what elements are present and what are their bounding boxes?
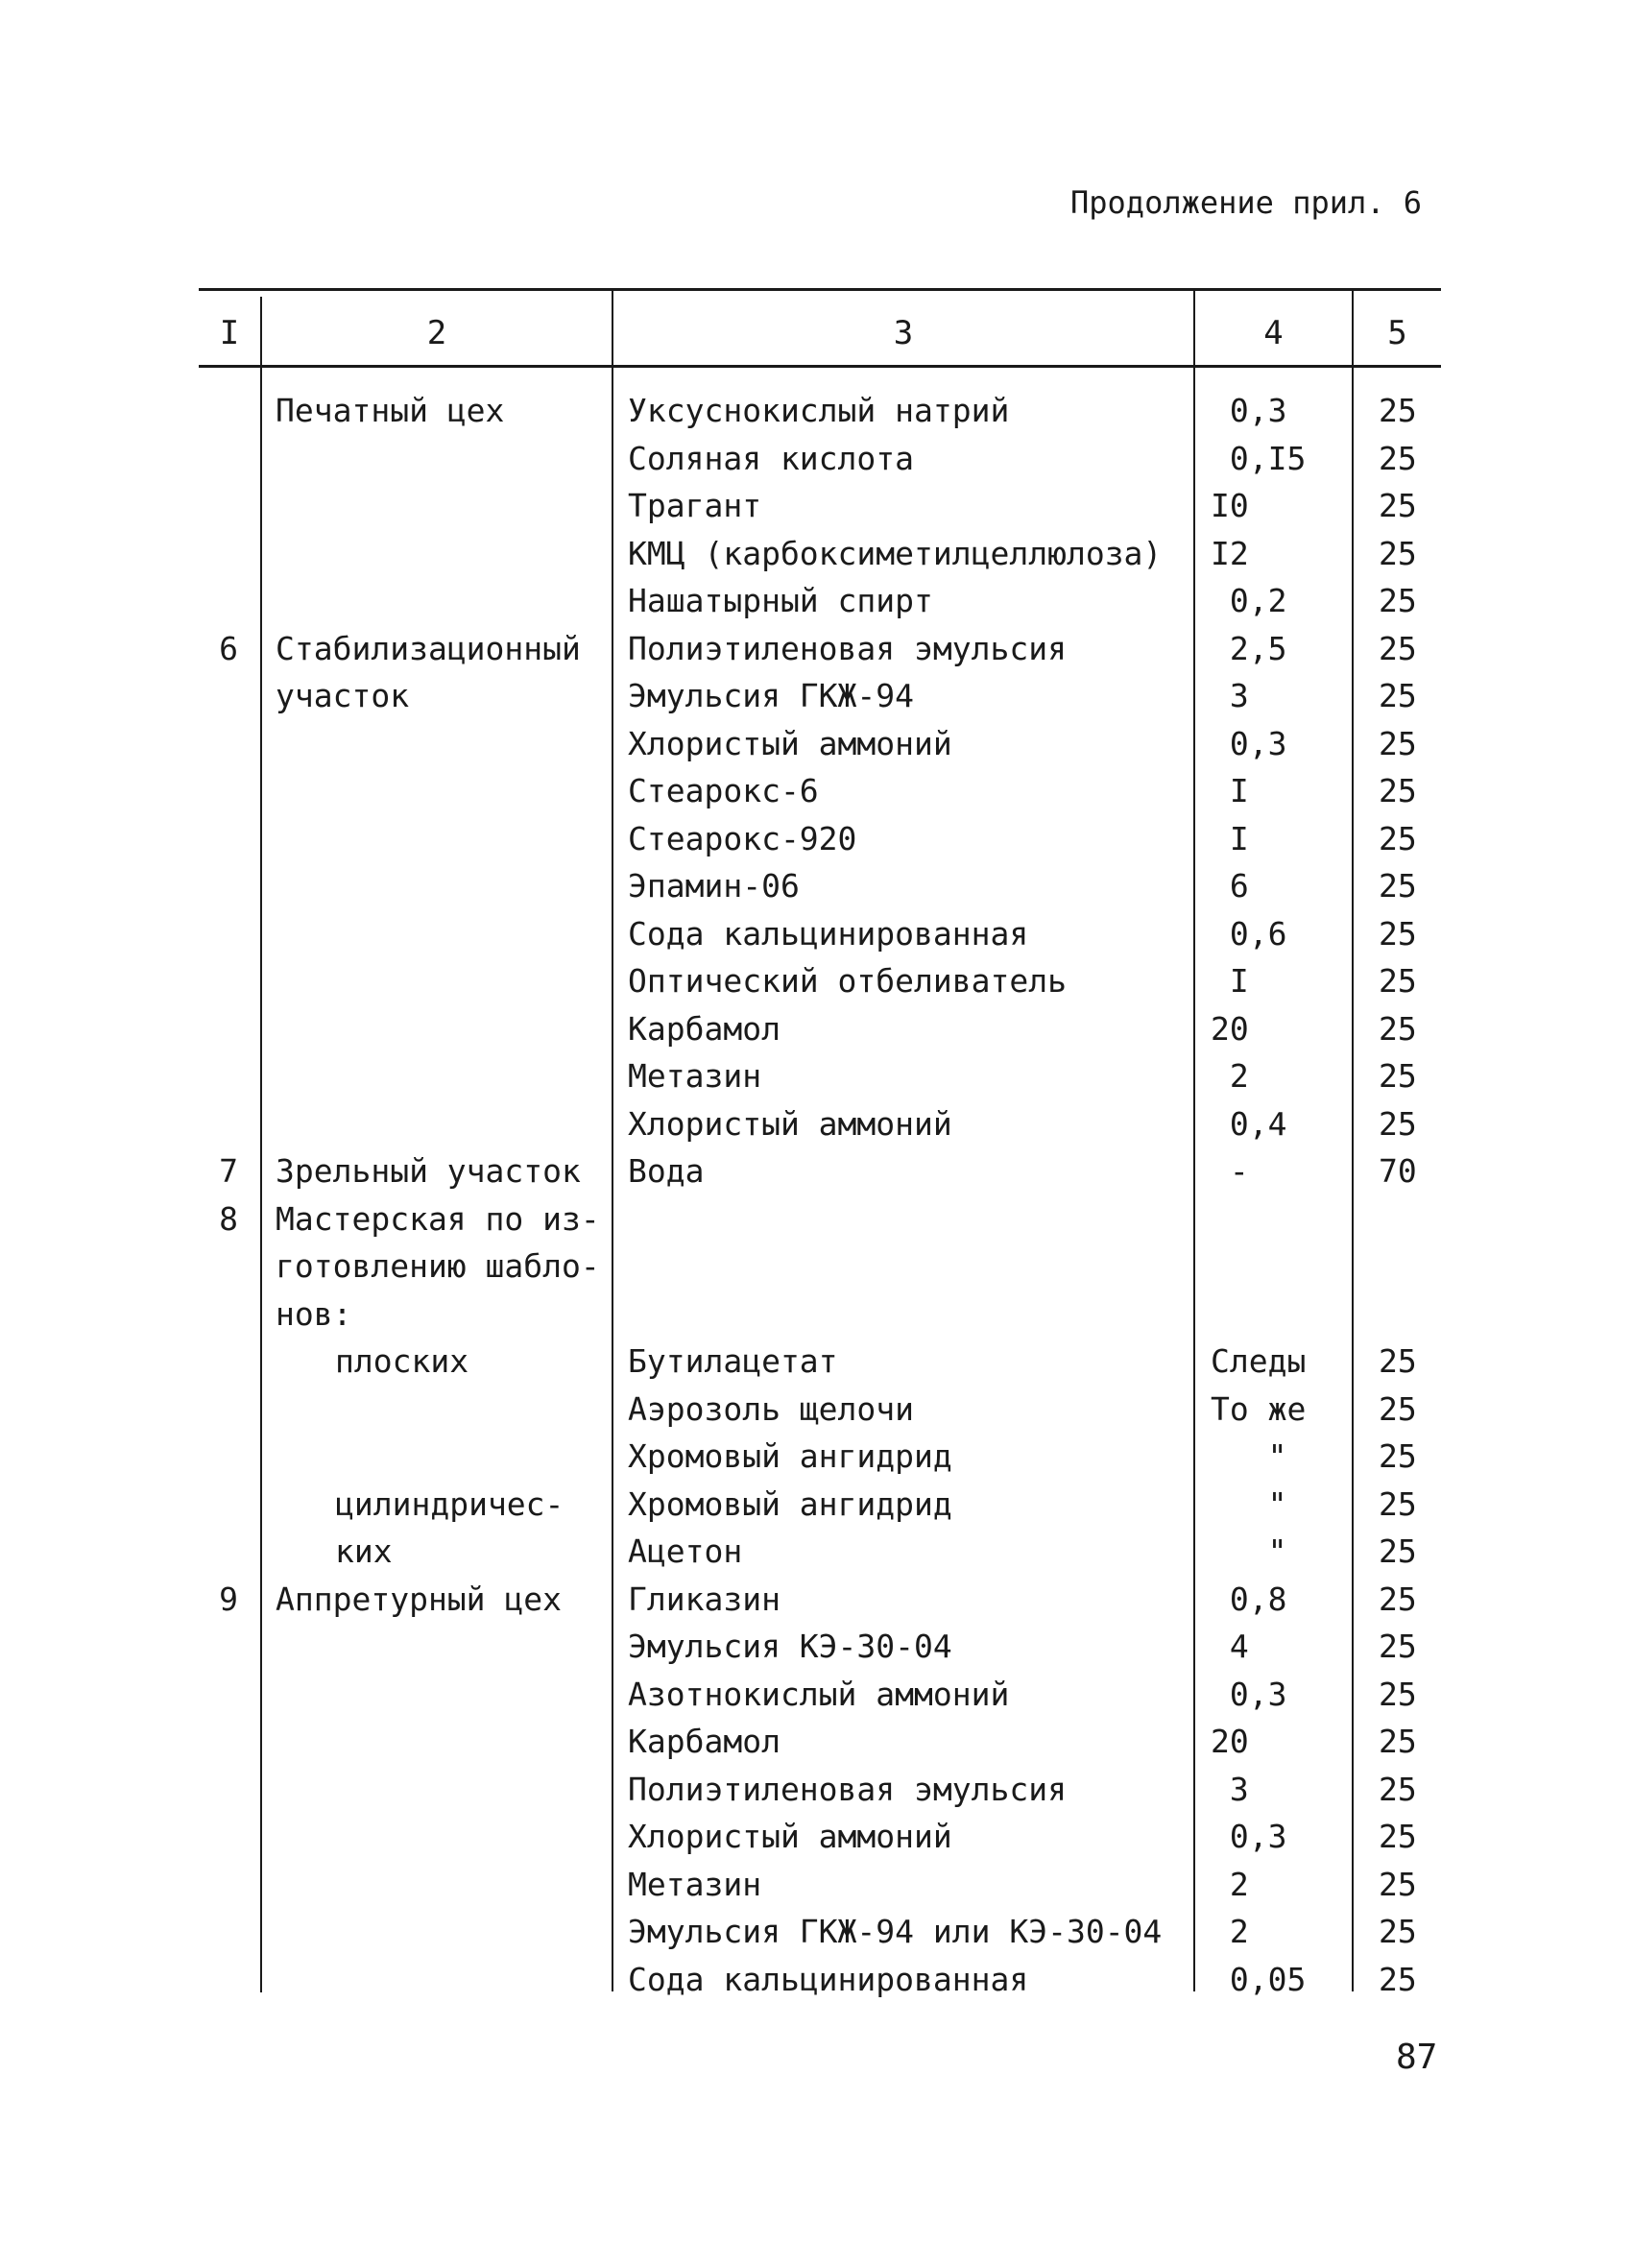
cell-concentration: I0	[1211, 487, 1249, 524]
header-col-2: 2	[426, 314, 447, 352]
table-row	[0, 672, 1633, 720]
cell-value: 25	[1379, 392, 1417, 429]
cell-substance: Эмульсия КЭ-30-04	[628, 1628, 952, 1665]
cell-value: 25	[1379, 629, 1417, 667]
cell-value: 25	[1379, 439, 1417, 477]
cell-substance: Вода	[628, 1152, 705, 1190]
cell-value: 25	[1379, 1628, 1417, 1665]
table-row	[0, 1766, 1633, 1814]
cell-substance: Бутилацетат	[628, 1342, 838, 1380]
table-row	[0, 767, 1633, 815]
page-number: 87	[1396, 2038, 1438, 2077]
cell-substance: Гликазин	[628, 1580, 780, 1618]
cell-substance: Хлористый аммоний	[628, 1818, 952, 1855]
cell-value: 25	[1379, 1818, 1417, 1855]
cell-value: 25	[1379, 1580, 1417, 1618]
table-row	[0, 625, 1633, 673]
cell-substance: Оптический отбеливатель	[628, 962, 1067, 1000]
cell-value: 25	[1379, 1484, 1417, 1523]
cell-substance: Нашатырный спирт	[628, 582, 933, 619]
cell-substance: Карбамол	[628, 1009, 780, 1048]
cell-number: 6	[219, 629, 238, 667]
cell-value: 25	[1379, 819, 1417, 857]
cell-concentration: 2	[1211, 1057, 1249, 1095]
table-row	[0, 1671, 1633, 1719]
cell-value: 25	[1379, 914, 1417, 953]
cell-concentration: 0,3	[1211, 392, 1287, 429]
cell-substance: Полиэтиленовая эмульсия	[628, 1770, 1067, 1808]
cell-value: 25	[1379, 487, 1417, 524]
cell-substance: Хромовый ангидрид	[628, 1484, 952, 1523]
cell-number: 9	[219, 1580, 238, 1618]
cell-concentration: 2	[1211, 1913, 1249, 1950]
cell-value: 25	[1379, 1057, 1417, 1095]
table-row	[0, 1195, 1633, 1243]
cell-concentration: "	[1211, 1437, 1287, 1475]
table-header-rule	[199, 365, 1441, 368]
cell-workshop: готовлению шабло-	[276, 1247, 600, 1285]
cell-concentration: 6	[1211, 867, 1249, 905]
table-row	[0, 530, 1633, 578]
cell-substance: Метазин	[628, 1057, 762, 1095]
cell-substance: Полиэтиленовая эмульсия	[628, 629, 1067, 667]
cell-concentration: 0,8	[1211, 1580, 1287, 1618]
cell-concentration: I2	[1211, 534, 1249, 572]
cell-value: 25	[1379, 582, 1417, 619]
table-row	[0, 862, 1633, 910]
cell-concentration: 4	[1211, 1628, 1249, 1665]
cell-value: 25	[1379, 1913, 1417, 1950]
cell-number: 8	[219, 1199, 238, 1238]
cell-substance: Хромовый ангидрид	[628, 1437, 952, 1475]
cell-concentration: 0,3	[1211, 724, 1287, 762]
cell-value: 25	[1379, 534, 1417, 572]
table-row	[0, 482, 1633, 530]
cell-concentration: 2	[1211, 1865, 1249, 1903]
continuation-label: Продолжение прил. 6	[1070, 184, 1423, 221]
cell-substance: Эпамин-06	[628, 867, 800, 905]
cell-substance: Сода кальцинированная	[628, 914, 1029, 953]
table-row	[0, 1005, 1633, 1053]
cell-substance: Стеарокс-920	[628, 819, 857, 857]
header-col-1: I	[219, 314, 240, 352]
table-row	[0, 1908, 1633, 1956]
table-row	[0, 957, 1633, 1005]
cell-concentration: I	[1211, 772, 1249, 809]
table-row	[0, 1338, 1633, 1386]
cell-concentration: 3	[1211, 1770, 1249, 1808]
cell-substance: Соляная кислота	[628, 439, 915, 477]
cell-concentration: То же	[1211, 1389, 1307, 1428]
cell-workshop: Печатный цех	[276, 392, 505, 429]
cell-workshop: Зрельный участок	[276, 1152, 581, 1190]
table-row	[0, 1576, 1633, 1624]
cell-value: 25	[1379, 1770, 1417, 1808]
cell-concentration: "	[1211, 1484, 1287, 1523]
cell-substance: Метазин	[628, 1865, 762, 1903]
table-row	[0, 1528, 1633, 1576]
header-col-5: 5	[1387, 314, 1407, 352]
cell-concentration: 20	[1211, 1723, 1249, 1760]
cell-concentration: 0,05	[1211, 1960, 1307, 1998]
cell-value: 25	[1379, 677, 1417, 714]
cell-concentration: 0,3	[1211, 1818, 1287, 1855]
cell-value: 25	[1379, 962, 1417, 1000]
cell-substance: Хлористый аммоний	[628, 1104, 952, 1143]
cell-concentration: I	[1211, 819, 1249, 857]
cell-value: 25	[1379, 772, 1417, 809]
table-row	[0, 1956, 1633, 2004]
cell-concentration: "	[1211, 1532, 1287, 1570]
table-row	[0, 1243, 1633, 1291]
cell-concentration: Следы	[1211, 1342, 1307, 1380]
cell-substance: Стеарокс-6	[628, 772, 819, 809]
cell-number: 7	[219, 1152, 238, 1190]
table-row	[0, 1861, 1633, 1909]
cell-concentration: 0,I5	[1211, 439, 1307, 477]
cell-value: 25	[1379, 1865, 1417, 1903]
cell-substance: Хлористый аммоний	[628, 724, 952, 762]
table-row	[0, 1718, 1633, 1766]
table-row	[0, 815, 1633, 863]
cell-substance: Трагант	[628, 487, 762, 524]
table-row	[0, 435, 1633, 483]
cell-workshop: нов:	[276, 1294, 352, 1333]
header-col-4: 4	[1263, 314, 1284, 352]
cell-concentration: 0,3	[1211, 1675, 1287, 1713]
cell-substance: Аэрозоль щелочи	[628, 1389, 915, 1428]
cell-substance: Эмульсия ГКЖ-94 или КЭ-30-04	[628, 1913, 1163, 1950]
header-col-3: 3	[893, 314, 914, 352]
cell-substance: КМЦ (карбоксиметилцеллюлоза)	[628, 534, 1163, 572]
cell-value: 25	[1379, 1675, 1417, 1713]
cell-concentration: I	[1211, 962, 1249, 1000]
cell-value: 25	[1379, 724, 1417, 762]
table-row	[0, 1813, 1633, 1861]
table-top-rule	[199, 288, 1441, 291]
table-row	[0, 1386, 1633, 1434]
cell-workshop: участок	[276, 677, 410, 714]
table-row	[0, 1052, 1633, 1100]
cell-substance: Сода кальцинированная	[628, 1960, 1029, 1998]
cell-concentration: 0,4	[1211, 1104, 1287, 1143]
cell-substance: Уксуснокислый натрий	[628, 392, 1010, 429]
table-row	[0, 720, 1633, 768]
table-row	[0, 387, 1633, 435]
cell-concentration: 0,6	[1211, 914, 1287, 953]
cell-workshop: Стабилизационный	[276, 629, 581, 667]
cell-concentration: 3	[1211, 677, 1249, 714]
cell-value: 25	[1379, 1723, 1417, 1760]
table-row	[0, 1100, 1633, 1148]
cell-workshop: Аппретурный цех	[276, 1580, 563, 1618]
table-row	[0, 1623, 1633, 1671]
cell-value: 25	[1379, 1389, 1417, 1428]
cell-value: 70	[1379, 1152, 1417, 1190]
cell-substance: Карбамол	[628, 1723, 780, 1760]
table-row	[0, 1291, 1633, 1339]
cell-substance: Азотнокислый аммоний	[628, 1675, 1010, 1713]
cell-concentration: -	[1211, 1152, 1249, 1190]
cell-workshop: цилиндричес-	[335, 1484, 564, 1523]
table-row	[0, 1147, 1633, 1195]
cell-value: 25	[1379, 1437, 1417, 1475]
table-row	[0, 577, 1633, 625]
cell-concentration: 0,2	[1211, 582, 1287, 619]
table-row	[0, 1433, 1633, 1481]
cell-value: 25	[1379, 1104, 1417, 1143]
cell-value: 25	[1379, 1960, 1417, 1998]
cell-substance: Эмульсия ГКЖ-94	[628, 677, 915, 714]
cell-value: 25	[1379, 1532, 1417, 1570]
cell-value: 25	[1379, 867, 1417, 905]
table-row	[0, 910, 1633, 958]
cell-workshop: ких	[335, 1532, 393, 1570]
cell-workshop: Мастерская по из-	[276, 1199, 600, 1238]
cell-value: 25	[1379, 1009, 1417, 1048]
table-row	[0, 1481, 1633, 1529]
cell-substance: Ацетон	[628, 1532, 743, 1570]
cell-workshop: плоских	[335, 1342, 469, 1380]
cell-concentration: 2,5	[1211, 629, 1287, 667]
cell-value: 25	[1379, 1342, 1417, 1380]
cell-concentration: 20	[1211, 1009, 1249, 1048]
